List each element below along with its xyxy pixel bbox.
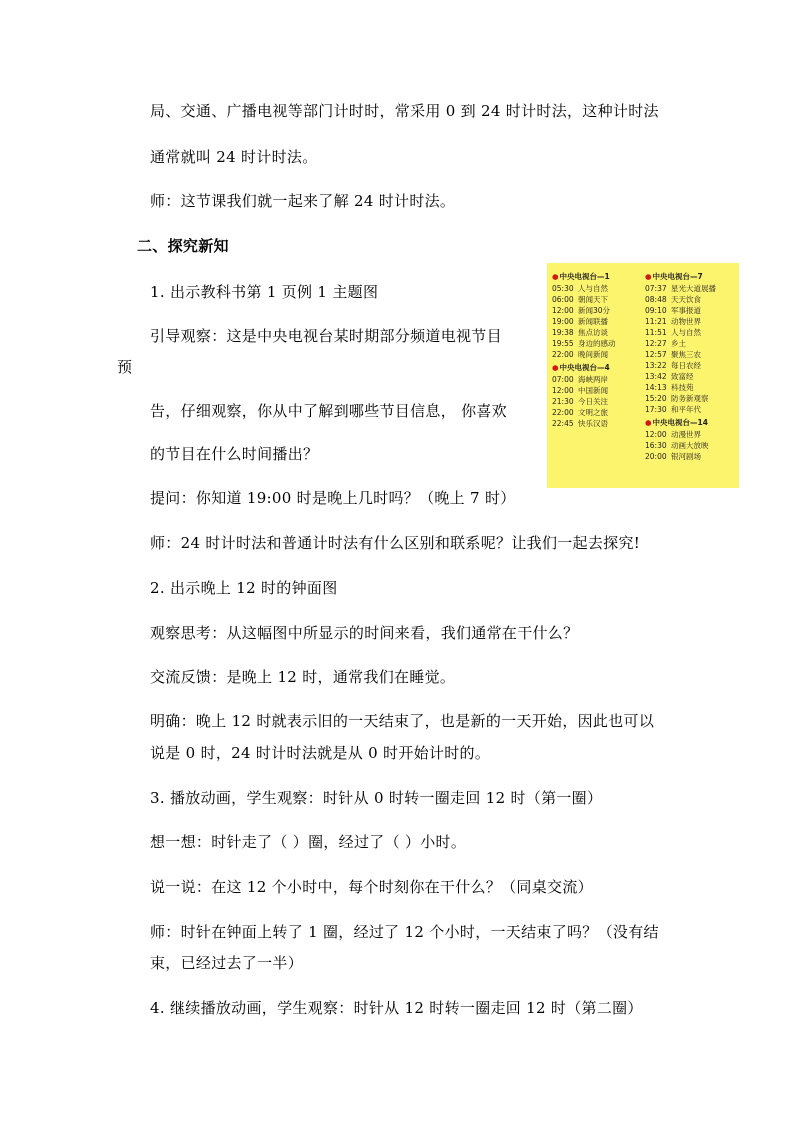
program-name: 海峡两岸 bbox=[578, 375, 608, 384]
paragraph-line: 明确：晚上 12 时就表示旧的一天结束了，也是新的一天开始，因此也可以 bbox=[150, 712, 655, 730]
program-row bbox=[645, 393, 737, 404]
program-time: 19:38 bbox=[552, 328, 574, 337]
program-time: 12:00 bbox=[552, 386, 574, 395]
program-name: 身边的感动 bbox=[578, 339, 616, 348]
channel-header bbox=[552, 362, 644, 374]
program-time: 21:30 bbox=[552, 397, 574, 406]
program-time: 15:20 bbox=[645, 394, 667, 403]
paragraph-line: 1. 出示教科书第 1 页例 1 主题图 bbox=[150, 283, 379, 301]
program-name: 动物世界 bbox=[671, 317, 701, 326]
program-name: 朝闻天下 bbox=[578, 295, 608, 304]
channel-name: 中央电视台—7 bbox=[652, 272, 703, 281]
program-name: 焦点访谈 bbox=[578, 328, 608, 337]
program-row bbox=[645, 404, 737, 415]
bullet-icon: ● bbox=[645, 418, 652, 427]
channel-name: 中央电视台—1 bbox=[559, 272, 610, 281]
program-name: 文明之旅 bbox=[578, 408, 608, 417]
program-time: 14:13 bbox=[645, 383, 667, 392]
program-name: 中国新闻 bbox=[578, 386, 608, 395]
program-name: 今日关注 bbox=[578, 397, 608, 406]
program-name: 聚焦三农 bbox=[671, 350, 701, 359]
program-time: 17:30 bbox=[645, 405, 667, 414]
paragraph-line: 预 bbox=[117, 358, 133, 376]
program-row bbox=[552, 385, 644, 396]
program-row bbox=[552, 283, 644, 294]
program-row bbox=[552, 407, 644, 418]
program-name: 和平年代 bbox=[671, 405, 701, 414]
program-row bbox=[552, 305, 644, 316]
program-time: 12:27 bbox=[645, 339, 667, 348]
program-name: 人与自然 bbox=[671, 328, 701, 337]
program-row bbox=[552, 338, 644, 349]
program-row bbox=[645, 294, 737, 305]
program-row bbox=[552, 294, 644, 305]
program-time: 20:00 bbox=[645, 452, 667, 461]
program-time: 07:00 bbox=[552, 375, 574, 384]
paragraph-line: 4. 继续播放动画，学生观察：时针从 12 时转一圈走回 12 时（第二圈） bbox=[150, 999, 643, 1017]
paragraph-line: 师：时针在钟面上转了 1 圈，经过了 12 个小时，一天结束了吗？（没有结 bbox=[150, 923, 659, 941]
tv-schedule-left-column bbox=[552, 271, 644, 429]
program-row bbox=[552, 396, 644, 407]
tv-schedule-right-column bbox=[645, 271, 737, 462]
program-name: 人与自然 bbox=[578, 284, 608, 293]
program-row bbox=[552, 374, 644, 385]
program-time: 19:00 bbox=[552, 317, 574, 326]
tv-schedule-image bbox=[547, 263, 739, 488]
program-time: 13:22 bbox=[645, 361, 667, 370]
program-name: 银河剧场 bbox=[671, 452, 701, 461]
channel-header bbox=[552, 271, 644, 283]
program-name: 军事报道 bbox=[671, 306, 701, 315]
paragraph-line: 想一想：时针走了（ ）圈，经过了（ ）小时。 bbox=[150, 833, 467, 851]
program-row bbox=[645, 283, 737, 294]
program-row bbox=[645, 316, 737, 327]
program-time: 13:42 bbox=[645, 372, 667, 381]
channel-header bbox=[645, 417, 737, 429]
program-row bbox=[645, 360, 737, 371]
program-name: 致富经 bbox=[671, 372, 694, 381]
paragraph-line: 通常就叫 24 时计时法。 bbox=[150, 148, 318, 166]
program-row bbox=[552, 316, 644, 327]
program-time: 12:00 bbox=[552, 306, 574, 315]
program-name: 星光大道展播 bbox=[671, 284, 716, 293]
program-name: 快乐汉语 bbox=[578, 419, 608, 428]
program-time: 08:48 bbox=[645, 295, 667, 304]
bullet-icon: ● bbox=[552, 272, 559, 281]
program-row bbox=[645, 327, 737, 338]
program-time: 12:00 bbox=[645, 430, 667, 439]
paragraph-line: 观察思考：从这幅图中所显示的时间来看，我们通常在干什么？ bbox=[150, 624, 579, 642]
paragraph-line: 告，仔细观察，你从中了解到哪些节目信息， 你喜欢 bbox=[150, 402, 507, 420]
program-row bbox=[645, 338, 737, 349]
paragraph-line: 2. 出示晚上 12 时的钟面图 bbox=[150, 579, 338, 597]
paragraph-line: 的节目在什么时间播出？ bbox=[150, 445, 319, 463]
program-time: 05:30 bbox=[552, 284, 574, 293]
program-time: 19:55 bbox=[552, 339, 574, 348]
program-time: 22:45 bbox=[552, 419, 574, 428]
program-name: 乡土 bbox=[671, 339, 686, 348]
paragraph-line: 师：这节课我们就一起来了解 24 时计时法。 bbox=[150, 192, 456, 210]
paragraph-line: 局、交通、广播电视等部门计时时，常采用 0 到 24 时计时法，这种计时法 bbox=[150, 102, 659, 120]
program-row bbox=[645, 349, 737, 360]
program-name: 科技苑 bbox=[671, 383, 694, 392]
bullet-icon: ● bbox=[552, 363, 559, 372]
bullet-icon: ● bbox=[645, 272, 652, 281]
program-time: 12:57 bbox=[645, 350, 667, 359]
paragraph-line: 说是 0 时，24 时计时法就是从 0 时开始计时的。 bbox=[150, 744, 491, 762]
paragraph-line: 提问：你知道 19:00 时是晚上几时吗？（晚上 7 时） bbox=[150, 489, 516, 507]
program-time: 06:00 bbox=[552, 295, 574, 304]
program-time: 22:00 bbox=[552, 408, 574, 417]
program-row bbox=[552, 327, 644, 338]
paragraph-line: 师：24 时计时法和普通计时法有什么区别和联系呢？让我们一起去探究! bbox=[150, 534, 641, 552]
program-name: 防务新观察 bbox=[671, 394, 709, 403]
program-name: 新闻联播 bbox=[578, 317, 608, 326]
program-row bbox=[645, 382, 737, 393]
program-name: 每日农经 bbox=[671, 361, 701, 370]
paragraph-line: 交流反馈：是晚上 12 时，通常我们在睡觉。 bbox=[150, 668, 456, 686]
program-time: 09:10 bbox=[645, 306, 667, 315]
program-time: 11:21 bbox=[645, 317, 667, 326]
program-name: 晚间新闻 bbox=[578, 350, 608, 359]
program-row bbox=[645, 371, 737, 382]
paragraph-line: 束，已经过去了一半） bbox=[150, 954, 304, 972]
paragraph-line: 3. 播放动画，学生观察：时针从 0 时转一圈走回 12 时（第一圈） bbox=[150, 789, 603, 807]
program-time: 07:37 bbox=[645, 284, 667, 293]
program-row bbox=[645, 451, 737, 462]
program-row bbox=[645, 440, 737, 451]
program-name: 动画大放映 bbox=[671, 441, 709, 450]
program-row bbox=[552, 349, 644, 360]
program-name: 动漫世界 bbox=[671, 430, 701, 439]
program-row bbox=[645, 429, 737, 440]
program-time: 11:51 bbox=[645, 328, 667, 337]
channel-name: 中央电视台—14 bbox=[652, 418, 708, 427]
program-time: 22:00 bbox=[552, 350, 574, 359]
paragraph-line: 说一说：在这 12 个小时中，每个时刻你在干什么？（同桌交流） bbox=[150, 878, 593, 896]
section-heading: 二、探究新知 bbox=[137, 237, 229, 255]
program-time: 16:30 bbox=[645, 441, 667, 450]
program-name: 天天饮食 bbox=[671, 295, 701, 304]
paragraph-line: 引导观察：这是中央电视台某时期部分频道电视节目 bbox=[150, 327, 502, 345]
program-name: 新闻30分 bbox=[578, 306, 611, 315]
channel-name: 中央电视台—4 bbox=[559, 363, 610, 372]
program-row bbox=[645, 305, 737, 316]
program-row bbox=[552, 418, 644, 429]
channel-header bbox=[645, 271, 737, 283]
